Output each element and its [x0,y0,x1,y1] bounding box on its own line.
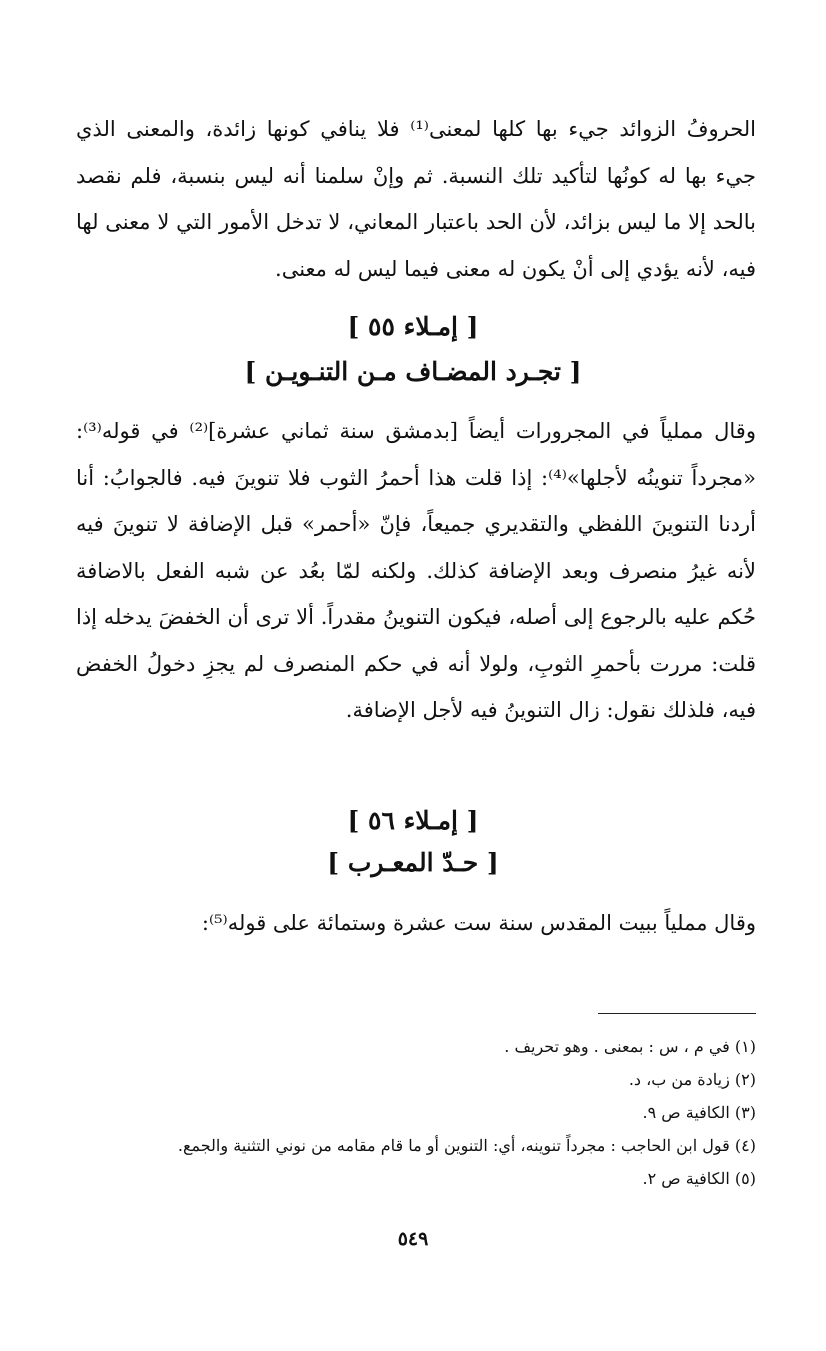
page-number: ٥٤٩ [397,1228,429,1250]
dictation-55-number: [ إمـلاء ٥٥ ] [347,312,479,341]
footnote-item: (٢) زيادة من ب، د. [628,1070,756,1089]
dictation-55-title: [ تجـرد المضـاف مـن التنـويـن ] [244,357,582,386]
paragraph-dictation-55: وقال مملياً في المجرورات أيضاً [بدمشق سنة ثماني عشرة]⁽²⁾ في قوله⁽³⁾: «مجرداً تنوينُه لأجلها»⁽⁴⁾: إذا قلت هذا أحمرُ الثوب فلا تنوينَ فيه. فالجوابُ: أنا أردنا التنوينَ اللفظي والتقديري جميعاً، فإنّ «أحمر» قبل الإضافة لا تنوينَ فيه لأنه غيرُ منصرف وبعد الإضافة كذلك. ولكنه لمّا بعُد عن شبه الفعل بالاضافة حُكم عليه بالرجوع إلى أصله، فيكون التنوينُ مقدراً. ألا ترى أن الخفضَ يدخله إذا قلت: مررت بأحمرِ الثوبِ، ولولا أنه في حكم المنصرف لم يجزِ دخولُ الخفض فيه، فلذلك نقول: زال التنوينُ فيه لأجل الإضافة. [76,419,756,722]
footnote-item: (١) في م ، س : بمعنى . وهو تحريف . [504,1037,756,1056]
footnote-item: (٥) الكافية ص ٢. [642,1169,756,1188]
footnote-item: (٤) قول ابن الحاجب : مجرداً تنوينه، أي: التنوين أو ما قام مقامه من نوني التثنية والجمع. [177,1136,756,1155]
footnote-item: (٣) الكافية ص ٩. [642,1103,756,1122]
footnotes-list [60,1030,756,1195]
paragraph-continuation: الحروفُ الزوائد جيء بها كلها لمعنى⁽¹⁾ فلا ينافي كونها زائدة، والمعنى الذي جيء بها له كونُها لتأكيد تلك النسبة. ثم وإنْ سلمنا أنه ليس بنسبة، فلم نقصد بالحد إلا ما ليس بزائد، لأن الحد باعتبار المعاني، لا تدخل الأمور التي لا معنى لها فيه، لأنه يؤدي إلى أنْ يكون له معنى فيما ليس له معنى. [76,117,756,281]
dictation-56-title: [ حـدّ المعـرب ] [327,848,499,877]
paragraph-dictation-56: وقال مملياً ببيت المقدس سنة ست عشرة وستمائة على قوله⁽⁵⁾: [201,911,756,935]
footnote-divider [598,1013,756,1014]
dictation-56-number: [ إمـلاء ٥٦ ] [347,806,479,835]
